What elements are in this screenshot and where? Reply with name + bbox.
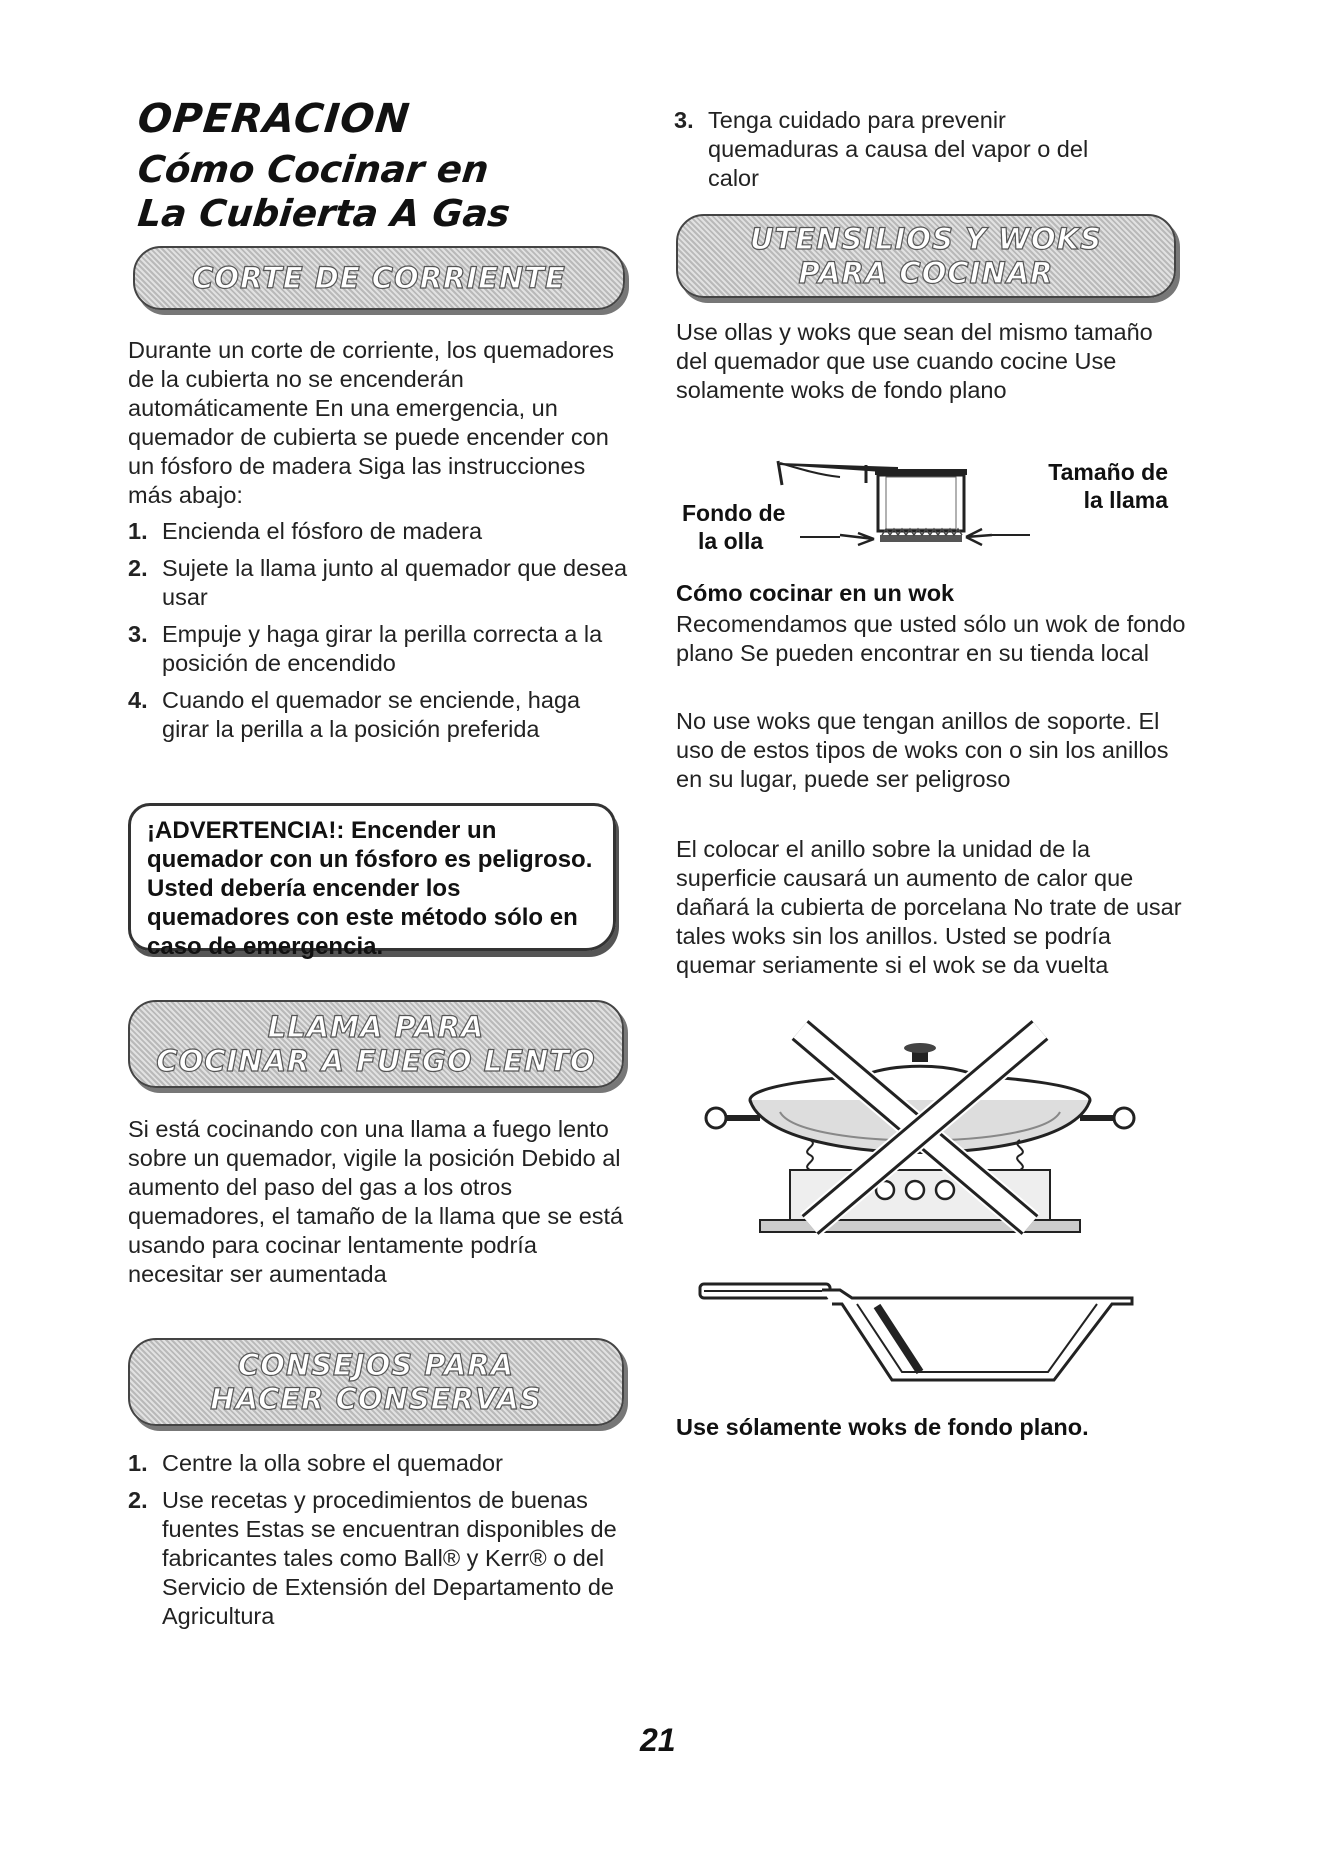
pot-illustration: [778, 461, 967, 531]
step-text: Sujete la llama junto al quemador que desea usar: [162, 555, 628, 610]
warning-box: [128, 803, 616, 960]
canning-tips: [128, 1449, 628, 1639]
wok-with-ring-crossed-illustration: [700, 1020, 1140, 1235]
canning-tip-3: [674, 106, 1094, 201]
subtitle-line-1: Cómo Cocinar en: [135, 148, 491, 191]
flame-size-label-1: Tamaño de: [1048, 459, 1168, 485]
simmer-paragraph: Si está cocinando con una llama a fuego lento sobre un quemador, vigile la posición Debido al aumento del paso del gas a los otros quemadores, el tamaño de la llama que se está usando para cocinar lentamente podría necesitar ser aumentada: [128, 1116, 624, 1287]
list-item: [128, 686, 628, 744]
list-item: [128, 554, 628, 612]
banner-simmer: [128, 1000, 624, 1088]
step-number: 2.: [128, 555, 148, 581]
wok-paragraph-2: No use woks que tengan anillos de soporte. El uso de estos tipos de woks con o sin los anillos en su lugar, puede ser peligroso: [676, 708, 1169, 792]
wok-paragraph-1: Recomendamos que usted sólo un wok de fondo plano Se pueden encontrar en su tienda local: [676, 611, 1186, 666]
subtitle-line-2: La Cubierta A Gas: [135, 192, 513, 235]
section-title: OPERACION: [135, 96, 413, 142]
banner-simmer-line-2: COCINAR A FUEGO LENTO: [156, 1044, 596, 1078]
tip-number: 3.: [674, 107, 694, 133]
step-number: 3.: [128, 621, 148, 647]
banner-utensils: [676, 214, 1176, 298]
power-outage-steps: [128, 517, 628, 752]
step-text: Encienda el fósforo de madera: [162, 518, 483, 544]
list-item: [674, 106, 1094, 193]
banner-canning-line-2: HACER CONSERVAS: [210, 1382, 542, 1416]
wok-caption: Use sólamente woks de fondo plano.: [676, 1414, 1089, 1440]
pot-bottom-label: [682, 499, 785, 555]
tip-number: 2.: [128, 1487, 148, 1513]
tip-text: Centre la olla sobre el quemador: [162, 1450, 503, 1476]
step-text: Empuje y haga girar la perilla correcta a la posición de encendido: [162, 621, 603, 676]
banner-canning-line-1: CONSEJOS PARA: [237, 1348, 515, 1382]
list-item: [128, 620, 628, 678]
flat-bottom-wok-illustration: [692, 1260, 1142, 1390]
banner-utensils-line-1: UTENSILIOS Y WOKS: [749, 222, 1103, 256]
banner-canning: [128, 1338, 624, 1426]
utensils-paragraph: Use ollas y woks que sean del mismo tamaño del quemador que use cuando cocine Use solamente woks de fondo plano: [676, 319, 1153, 403]
step-text: Cuando el quemador se enciende, haga girar la perilla a la posición preferida: [162, 687, 581, 742]
power-outage-intro: Durante un corte de corriente, los quemadores de la cubierta no se encenderán automáticamente En una emergencia, un quemador de cubierta se puede encender con un fósforo de madera Siga las instrucciones más abajo:: [128, 337, 614, 508]
wok-paragraph-3: El colocar el anillo sobre la unidad de la superficie causará un aumento de calor que dañará la cubierta de porcelana No trate de usar tales woks sin los anillos. Usted se podría quemar seriamente si el wok se da vuelta: [676, 836, 1182, 978]
step-number: 1.: [128, 518, 148, 544]
page-number: 21: [640, 1722, 676, 1758]
banner-power-outage: [133, 246, 625, 310]
wok-heading: Cómo cocinar en un wok: [676, 580, 955, 606]
warning-text: ¡ADVERTENCIA!: Encender un quemador con un fósforo es peligroso. Usted debería encender los quemadores con este método sólo en caso de emergencia.: [147, 817, 593, 960]
pot-bottom-label-1: Fondo de: [682, 500, 786, 526]
list-item: [128, 1486, 628, 1631]
banner-simmer-line-1: LLAMA PARA: [267, 1010, 485, 1044]
step-number: 4.: [128, 687, 148, 713]
tip-text: Use recetas y procedimientos de buenas fuentes Estas se encuentran disponibles de fabricantes tales como Ball® y Kerr® o del Servicio de Extensión del Departamento de Agricultura: [162, 1487, 617, 1629]
list-item: [128, 1449, 628, 1478]
tip-number: 1.: [128, 1450, 148, 1476]
list-item: [128, 517, 628, 546]
pot-bottom-label-2: la olla: [698, 528, 764, 554]
banner-utensils-line-2: PARA COCINAR: [798, 256, 1054, 290]
tip-text: Tenga cuidado para prevenir quemaduras a causa del vapor o del calor: [708, 107, 1089, 191]
flame-size-label-2: la llama: [1083, 487, 1168, 513]
flame-size-label: [1028, 458, 1168, 514]
banner-power-outage-text: CORTE DE CORRIENTE: [192, 261, 566, 295]
